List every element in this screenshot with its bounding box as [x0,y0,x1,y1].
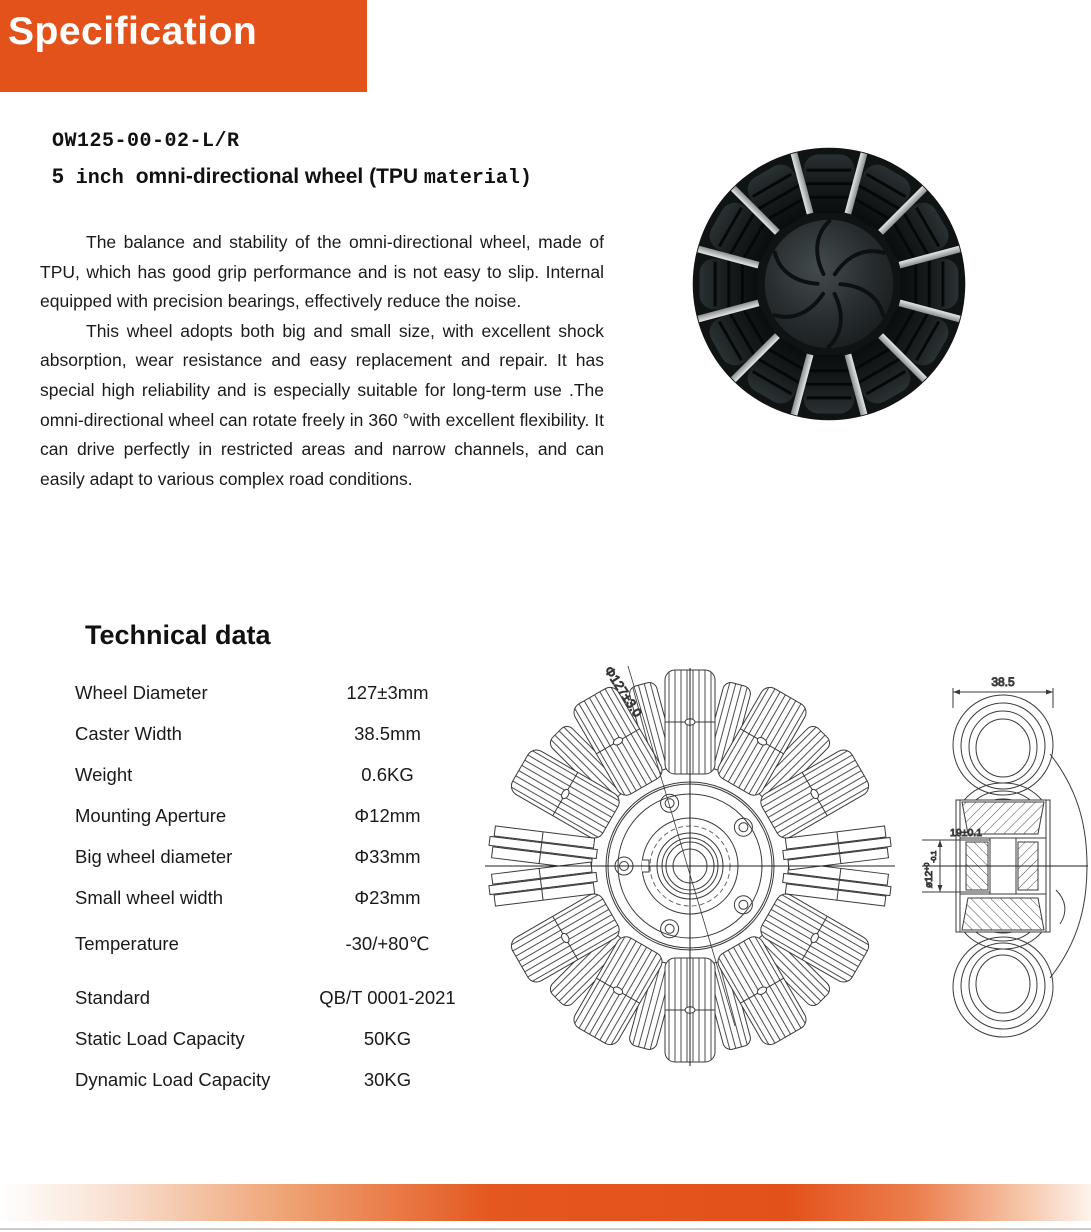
side-width-dim-label: 38.5 [991,675,1015,689]
spec-label: Static Load Capacity [75,1027,245,1049]
front-diameter-dimension: Φ127±3.0 [601,663,646,720]
footer-gradient-bar [0,1184,1091,1221]
side-roller-profile-detail [1056,890,1065,924]
table-row [75,672,495,713]
table-row [75,1059,495,1100]
table-row [75,795,495,836]
product-title-material: material) [423,167,532,190]
spec-label: Temperature [75,932,179,954]
spec-label: Big wheel diameter [75,845,233,867]
table-row [75,923,495,964]
spec-value: Φ33mm [354,845,421,867]
table-row [75,754,495,795]
spec-value: 127±3mm [346,681,429,703]
product-description [40,228,604,494]
spec-value: 50KG [363,1027,412,1049]
product-photo [683,138,975,430]
description-paragraph-1: The balance and stability of the omni-directional wheel, made of TPU, which has good grip performance and is not easy to slip. Internal equipped with precision bearings, effectively reduce the noise. [40,232,604,312]
table-row [75,1018,495,1059]
spec-value: 38.5mm [354,722,421,744]
spec-label: Mounting Aperture [75,804,227,826]
table-row [75,877,495,918]
spec-value: Φ12mm [354,804,421,826]
product-title [52,165,532,190]
spec-value: 30KG [363,1068,412,1090]
spec-label: Wheel Diameter [75,681,208,703]
spec-value: -30/+80℃ [345,932,430,954]
page-title: Specification [8,10,258,53]
product-title-size: 5 [52,165,64,188]
spec-label: Standard [75,986,151,1008]
table-row [75,836,495,877]
spec-value: QB/T 0001-2021 [319,986,456,1008]
spec-value: 0.6KG [361,763,414,785]
spec-label: Small wheel width [75,886,224,908]
technical-data-table [75,672,495,1100]
spec-label: Dynamic Load Capacity [75,1068,271,1090]
description-paragraph-2: This wheel adopts both big and small size, with excellent shock absorption, wear resistance and easy replacement and repair. It has special high reliability and is especially suitable for long-term use .The omni-directional wheel can rotate freely in 360 °with excellent flexibility. It can drive perfectly in restricted areas and narrow channels, and can easily adapt to various complex road conditions. [40,320,604,489]
side-bore-dim-label: $ø12^{+0}_{-0.1}$ [923,850,938,888]
spec-value: Φ23mm [354,886,421,908]
side-hub-dim-label: 19±0.1 [950,827,983,839]
table-row [75,977,495,1018]
technical-data-heading: Technical data [85,620,271,650]
product-model: OW125-00-02-L/R [52,130,240,153]
front-view-drawing [480,656,900,1076]
header-banner [0,0,367,92]
wheel-hub [765,220,893,348]
spec-label: Caster Width [75,722,182,744]
spec-label: Weight [75,763,133,785]
page-bottom-divider [0,1228,1091,1230]
product-title-name: omni-directional wheel (TPU [135,165,424,188]
table-row [75,713,495,754]
product-title-unit: inch [63,167,136,190]
side-view-drawing [920,650,1091,1080]
